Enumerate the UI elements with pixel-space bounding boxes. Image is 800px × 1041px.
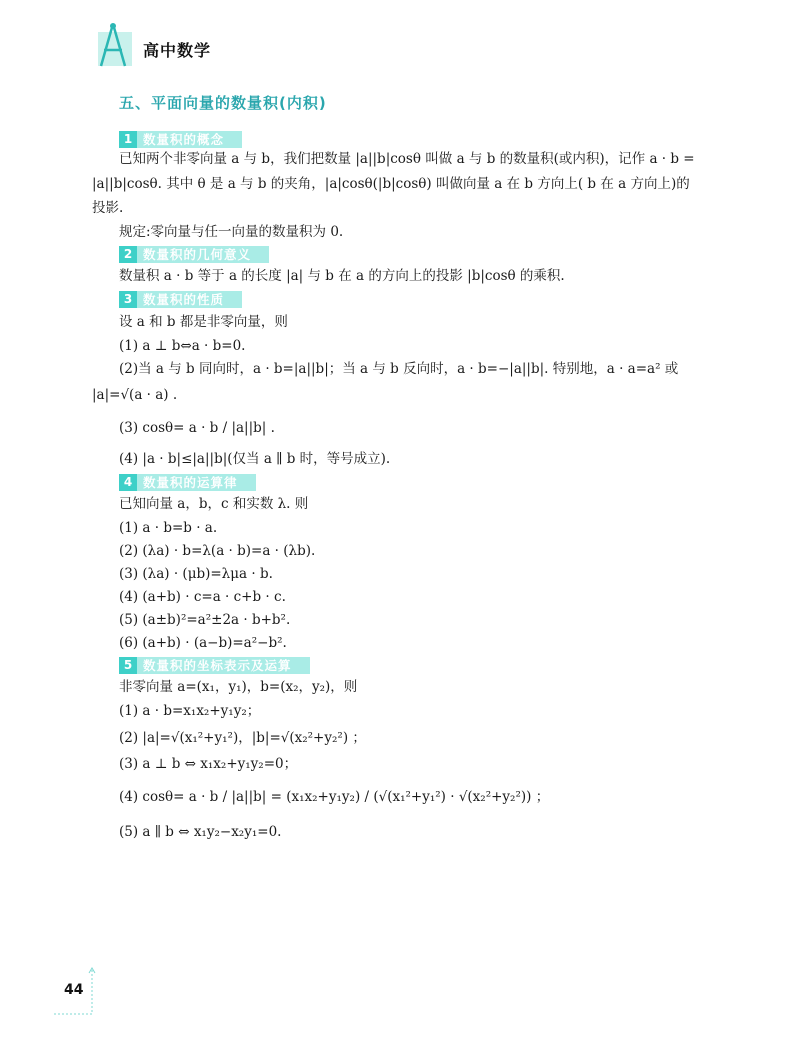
subsection-number: 4 <box>119 474 137 491</box>
subsection-label: 数量积的性质 <box>137 291 242 308</box>
body-line: (3) a ⊥ b ⇔ x₁x₂+y₁y₂=0； <box>119 756 298 772</box>
body-line: (1) a · b=x₁x₂+y₁y₂； <box>119 703 261 719</box>
subsection-tag <box>119 473 256 491</box>
body-line: |a|=√(a · a) . <box>92 387 178 403</box>
body-line: 设 a 和 b 都是非零向量，则 <box>119 314 288 330</box>
subsection-number: 1 <box>119 131 137 148</box>
body-line: 非零向量 a=(x₁，y₁)，b=(x₂，y₂)，则 <box>119 679 358 695</box>
body-line: (5) (a±b)²=a²±2a · b+b². <box>119 612 291 628</box>
body-line: (2) |a|=√(x₁²+y₁²)，|b|=√(x₂²+y₂²) ； <box>119 730 366 746</box>
body-line: (4) (a+b) · c=a · c+b · c. <box>119 589 286 605</box>
body-line: 数量积 a · b 等于 a 的长度 |a| 与 b 在 a 的方向上的投影 |b|cosθ 的乘积. <box>119 268 565 284</box>
body-line: (6) (a+b) · (a−b)=a²−b². <box>119 635 287 651</box>
body-line: (4) |a · b|≤|a||b|(仅当 a ∥ b 时，等号成立). <box>119 451 391 467</box>
subsection-label: 数量积的概念 <box>137 131 242 148</box>
body-line: (2)当 a 与 b 同向时，a · b=|a||b|；当 a 与 b 反向时，a · b=−|a||b|. 特别地，a · a=a² 或 <box>119 361 679 377</box>
subsection-label: 数量积的坐标表示及运算 <box>137 657 310 674</box>
body-line: (1) a · b=b · a. <box>119 520 218 536</box>
body-line: 投影. <box>92 200 124 216</box>
body-line: (5) a ∥ b ⇔ x₁y₂−x₂y₁=0. <box>119 824 282 840</box>
body-line: 已知向量 a，b，c 和实数 λ. 则 <box>119 496 309 512</box>
subsection-number: 5 <box>119 657 137 674</box>
body-line: (1) a ⊥ b⇔a · b=0. <box>119 338 246 354</box>
body-line: (2) (λa) · b=λ(a · b)=a · (λb). <box>119 543 316 559</box>
subsection-tag <box>119 656 310 674</box>
subsection-label: 数量积的运算律 <box>137 474 256 491</box>
body-line: (3) cosθ= a · b / |a||b| . <box>119 420 275 436</box>
subsection-tag <box>119 245 269 263</box>
body-line: (3) (λa) · (μb)=λμa · b. <box>119 566 273 582</box>
section-title: 五、平面向量的数量积(内积) <box>119 94 327 112</box>
subsection-tag <box>119 130 242 148</box>
subsection-tag <box>119 290 242 308</box>
body-line: (4) cosθ= a · b / |a||b| = (x₁x₂+y₁y₂) / (√(x₁²+y₁²) · √(x₂²+y₂²)) ； <box>119 789 550 805</box>
subsection-label: 数量积的几何意义 <box>137 246 269 263</box>
header-title: 高中数学 <box>143 41 212 60</box>
body-line: 规定:零向量与任一向量的数量积为 0. <box>119 224 344 240</box>
subsection-number: 2 <box>119 246 137 263</box>
page-number: 44 <box>64 982 84 998</box>
compass-logo-icon <box>88 20 138 70</box>
body-line: |a||b|cosθ. 其中 θ 是 a 与 b 的夹角，|a|cosθ(|b|cosθ) 叫做向量 a 在 b 方向上( b 在 a 方向上)的 <box>92 176 690 192</box>
axis-corner-decoration-icon <box>50 962 120 1022</box>
body-line: 已知两个非零向量 a 与 b，我们把数量 |a||b|cosθ 叫做 a 与 b 的数量积(或内积)，记作 a · b = <box>119 151 695 167</box>
subsection-number: 3 <box>119 291 137 308</box>
